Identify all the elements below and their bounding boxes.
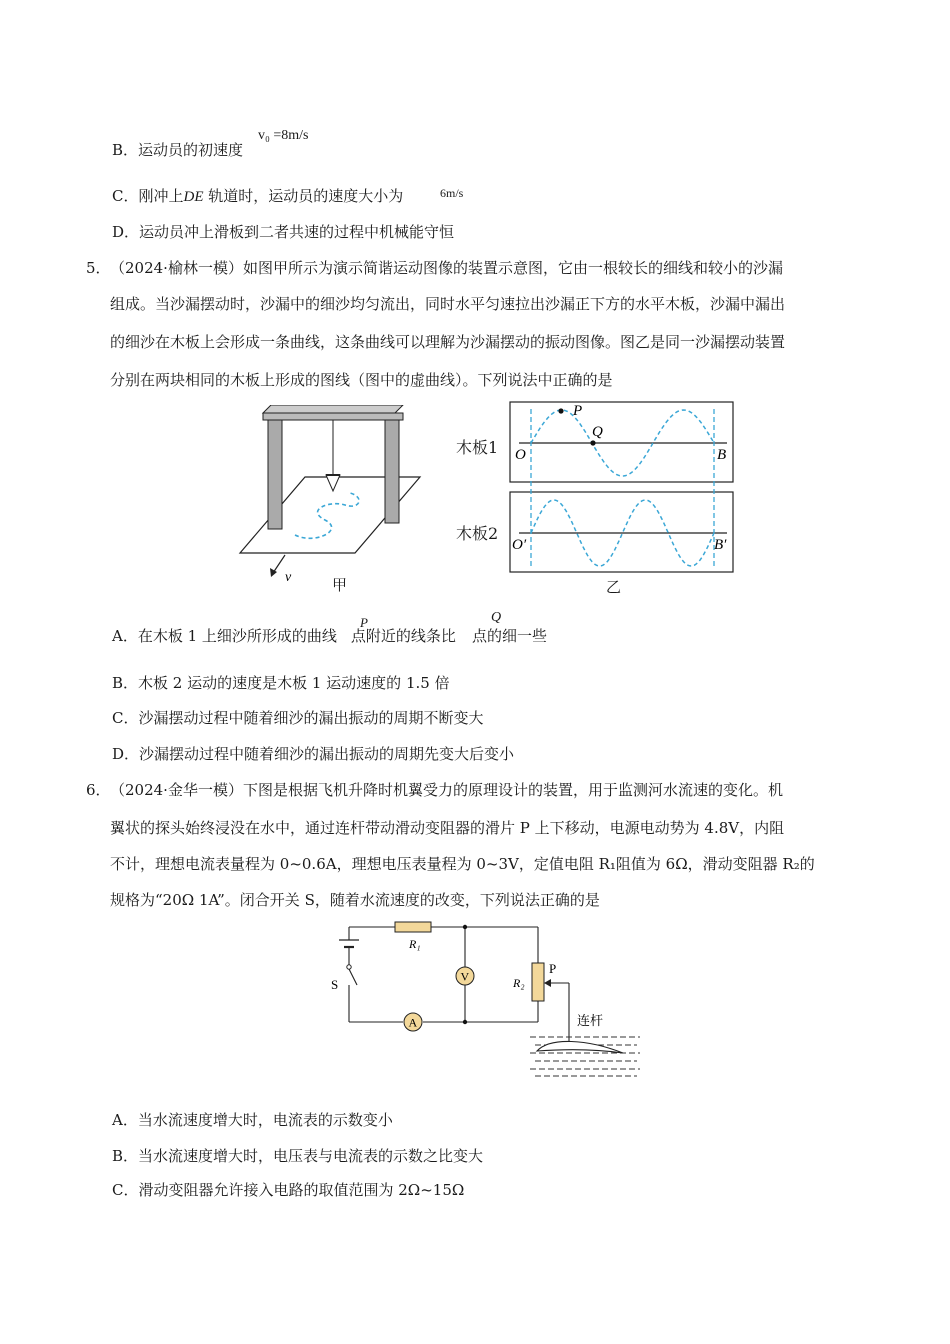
label-o: O bbox=[515, 447, 526, 463]
label-b-prime: B′ bbox=[714, 537, 727, 553]
resistor-r1 bbox=[395, 922, 431, 932]
board1-label: 木板1 bbox=[456, 438, 499, 457]
q6-stem-line-2: 翼状的探头始终浸没在水中，通过连杆带动滑动变阻器的滑片 P 上下移动，电源电动势为 4.8V，内阻 bbox=[110, 819, 785, 837]
q5-option-a-q: Q bbox=[491, 610, 502, 625]
r2-label: R₂ bbox=[513, 976, 525, 990]
q4-option-c-pre: C．刚冲上 bbox=[112, 187, 184, 205]
wing-probe bbox=[537, 1041, 623, 1053]
q4-option-c-de: DE bbox=[183, 189, 204, 205]
point-p bbox=[558, 408, 563, 413]
q4-option-c-post: 轨道时，运动员的速度大小为 bbox=[208, 187, 404, 205]
q6-number: 6． bbox=[86, 781, 111, 799]
q6-option-b: B．当水流速度增大时，电压表与电流表的示数之比变大 bbox=[112, 1147, 484, 1165]
point-q bbox=[590, 440, 595, 445]
q5-figure-jia bbox=[235, 405, 425, 595]
q5-option-a bbox=[112, 626, 547, 646]
q5-figure-yi-label: 乙 bbox=[606, 578, 622, 596]
velocity-label: v bbox=[285, 570, 292, 585]
switch-label: S bbox=[331, 977, 339, 992]
left-post bbox=[268, 419, 282, 529]
q4-option-b bbox=[112, 140, 243, 160]
slider-p-label: P bbox=[549, 961, 557, 976]
q6-stem-line-1: （2024·金华一模）下图是根据飞机升降时机翼受力的原理设计的装置，用于监测河水流速的变化。机 bbox=[110, 781, 783, 799]
label-b: B bbox=[717, 447, 727, 463]
slider-arrow bbox=[544, 979, 551, 987]
switch-contact bbox=[347, 965, 351, 969]
velocity-arrow bbox=[273, 555, 285, 573]
top-bar bbox=[263, 405, 403, 413]
q4-option-b-formula: v₀ =8m/s bbox=[258, 128, 309, 143]
label-q: Q bbox=[592, 424, 603, 440]
q5-stem-line-3: 的细沙在木板上会形成一条曲线，这条曲线可以理解为沙漏摆动的振动图像。图乙是同一沙漏摆动装置 bbox=[110, 333, 786, 351]
right-post bbox=[385, 419, 399, 523]
voltmeter-label: V bbox=[460, 969, 470, 984]
q5-stem-line-1: （2024·榆林一模）如图甲所示为演示简谐运动图像的装置示意图，它由一根较长的细线和较小的沙漏 bbox=[110, 259, 783, 277]
label-p: P bbox=[573, 403, 583, 419]
q5-option-b: B．木板 2 运动的速度是木板 1 运动速度的 1.5 倍 bbox=[112, 674, 450, 692]
q5-option-a-mid: 点附近的线条比 bbox=[350, 627, 456, 645]
q5-option-a-post: 点的细一些 bbox=[471, 627, 547, 645]
q4-option-c bbox=[112, 186, 403, 207]
q5-option-d: D．沙漏摆动过程中随着细沙的漏出振动的周期先变大后变小 bbox=[112, 745, 515, 763]
rod-label: 连杆 bbox=[577, 1013, 604, 1028]
label-o-prime: O′ bbox=[512, 537, 527, 553]
q6-stem-line-3: 不计，理想电流表量程为 0~0.6A，理想电压表量程为 0~3V，定值电阻 R₁阻值为 6Ω，滑动变阻器 R₂的 bbox=[110, 855, 815, 873]
q5-figure-jia-label: 甲 bbox=[332, 576, 348, 594]
q4-option-b-text: B．运动员的初速度 bbox=[112, 141, 244, 159]
board1-rect bbox=[510, 402, 733, 482]
board2-label: 木板2 bbox=[456, 524, 499, 543]
q5-option-a-p: P bbox=[360, 615, 368, 630]
q4-option-d: D．运动员冲上滑板到二者共速的过程中机械能守恒 bbox=[112, 223, 455, 241]
q4-option-c-value: 6m/s bbox=[440, 186, 464, 200]
r1-label: R₁ bbox=[409, 937, 421, 951]
q5-option-a-pre: A．在木板 1 上细沙所形成的曲线 bbox=[112, 627, 337, 645]
q6-option-c: C．滑动变阻器允许接入电路的取值范围为 2Ω~15Ω bbox=[112, 1181, 465, 1199]
q6-option-a: A．当水流速度增大时，电流表的示数变小 bbox=[112, 1111, 393, 1129]
q5-stem-line-2: 组成。当沙漏摆动时，沙漏中的细沙均匀流出，同时水平匀速拉出沙漏正下方的水平木板，沙漏中漏出 bbox=[110, 295, 786, 313]
q5-number: 5． bbox=[86, 259, 111, 277]
q6-circuit-figure bbox=[325, 915, 645, 1080]
resistor-r2 bbox=[532, 963, 544, 1001]
q5-figure-yi bbox=[505, 397, 740, 577]
ammeter-label: A bbox=[408, 1015, 418, 1030]
switch-lever bbox=[349, 969, 357, 985]
q5-option-c: C．沙漏摆动过程中随着细沙的漏出振动的周期不断变大 bbox=[112, 709, 484, 727]
q5-stem-line-4: 分别在两块相同的木板上形成的图线（图中的虚曲线）。下列说法中正确的是 bbox=[110, 371, 613, 389]
q6-stem-line-4: 规格为“20Ω 1A”。闭合开关 S，随着水流速度的改变，下列说法正确的是 bbox=[110, 891, 600, 909]
